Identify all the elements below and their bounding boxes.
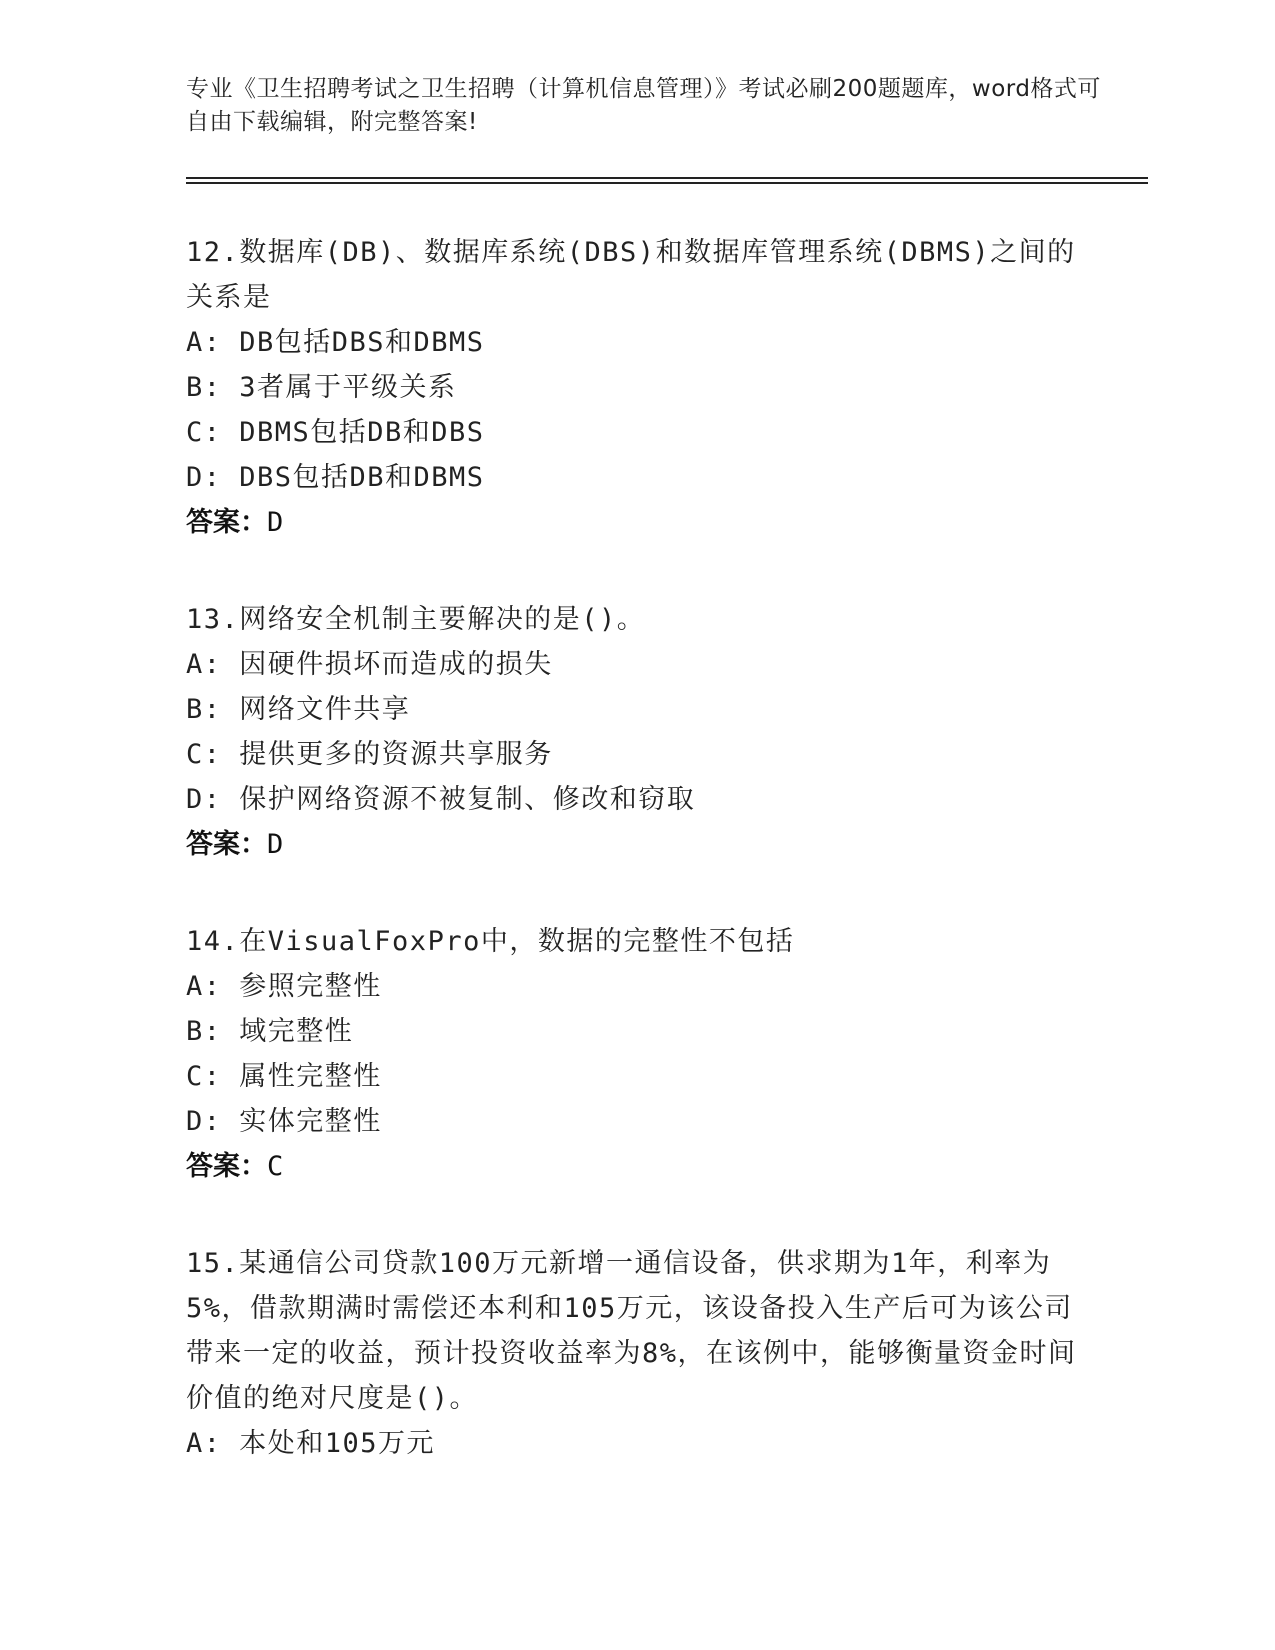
option-a: A: 参照完整性 — [186, 971, 382, 1002]
question-text: 15.某通信公司贷款100万元新增一通信设备，供求期为1年，利率为5%，借款期满时需偿还本利和105万元，该设备投入生产后可为该公司带来一定的收益，预计投资收益率为8%，在该例中，能够衡量资金时间价值的绝对尺度是()。 — [186, 1248, 1077, 1414]
option-a: A: 因硬件损坏而造成的损失 — [186, 649, 553, 680]
question-text: 12.数据库(DB)、数据库系统(DBS)和数据库管理系统(DBMS)之间的关系是 — [186, 237, 1076, 313]
header-divider-top — [186, 177, 1148, 179]
answer-value: C — [267, 1151, 284, 1182]
answer-value: D — [267, 507, 284, 538]
question-list — [186, 230, 1086, 1518]
option-c: C: 提供更多的资源共享服务 — [186, 739, 553, 770]
question-13 — [186, 597, 1086, 867]
question-text: 13.网络安全机制主要解决的是()。 — [186, 604, 646, 635]
answer-label: 答案： — [186, 829, 267, 860]
answer-line — [186, 1144, 1086, 1189]
answer-label: 答案： — [186, 507, 267, 538]
answer-label: 答案： — [186, 1151, 267, 1182]
question-14 — [186, 919, 1086, 1189]
option-c: C: DBMS包括DB和DBS — [186, 417, 485, 448]
option-b: B: 域完整性 — [186, 1016, 354, 1047]
header-divider-bottom — [186, 182, 1148, 184]
document-header-title: 专业《卫生招聘考试之卫生招聘（计算机信息管理）》考试必刷200题题库，word格式可自由下载编辑，附完整答案! — [186, 76, 1101, 135]
option-a: A: DB包括DBS和DBMS — [186, 327, 485, 358]
answer-line — [186, 500, 1086, 545]
question-text: 14.在VisualFoxPro中，数据的完整性不包括 — [186, 926, 795, 957]
option-c: C: 属性完整性 — [186, 1061, 382, 1092]
option-b: B: 3者属于平级关系 — [186, 372, 457, 403]
answer-line — [186, 822, 1086, 867]
option-d: D: DBS包括DB和DBMS — [186, 462, 485, 493]
option-d: D: 实体完整性 — [186, 1106, 382, 1137]
answer-value: D — [267, 829, 284, 860]
question-15 — [186, 1241, 1086, 1466]
option-b: B: 网络文件共享 — [186, 694, 411, 725]
option-a: A: 本处和105万元 — [186, 1428, 436, 1459]
option-d: D: 保护网络资源不被复制、修改和窃取 — [186, 784, 696, 815]
question-12 — [186, 230, 1086, 545]
